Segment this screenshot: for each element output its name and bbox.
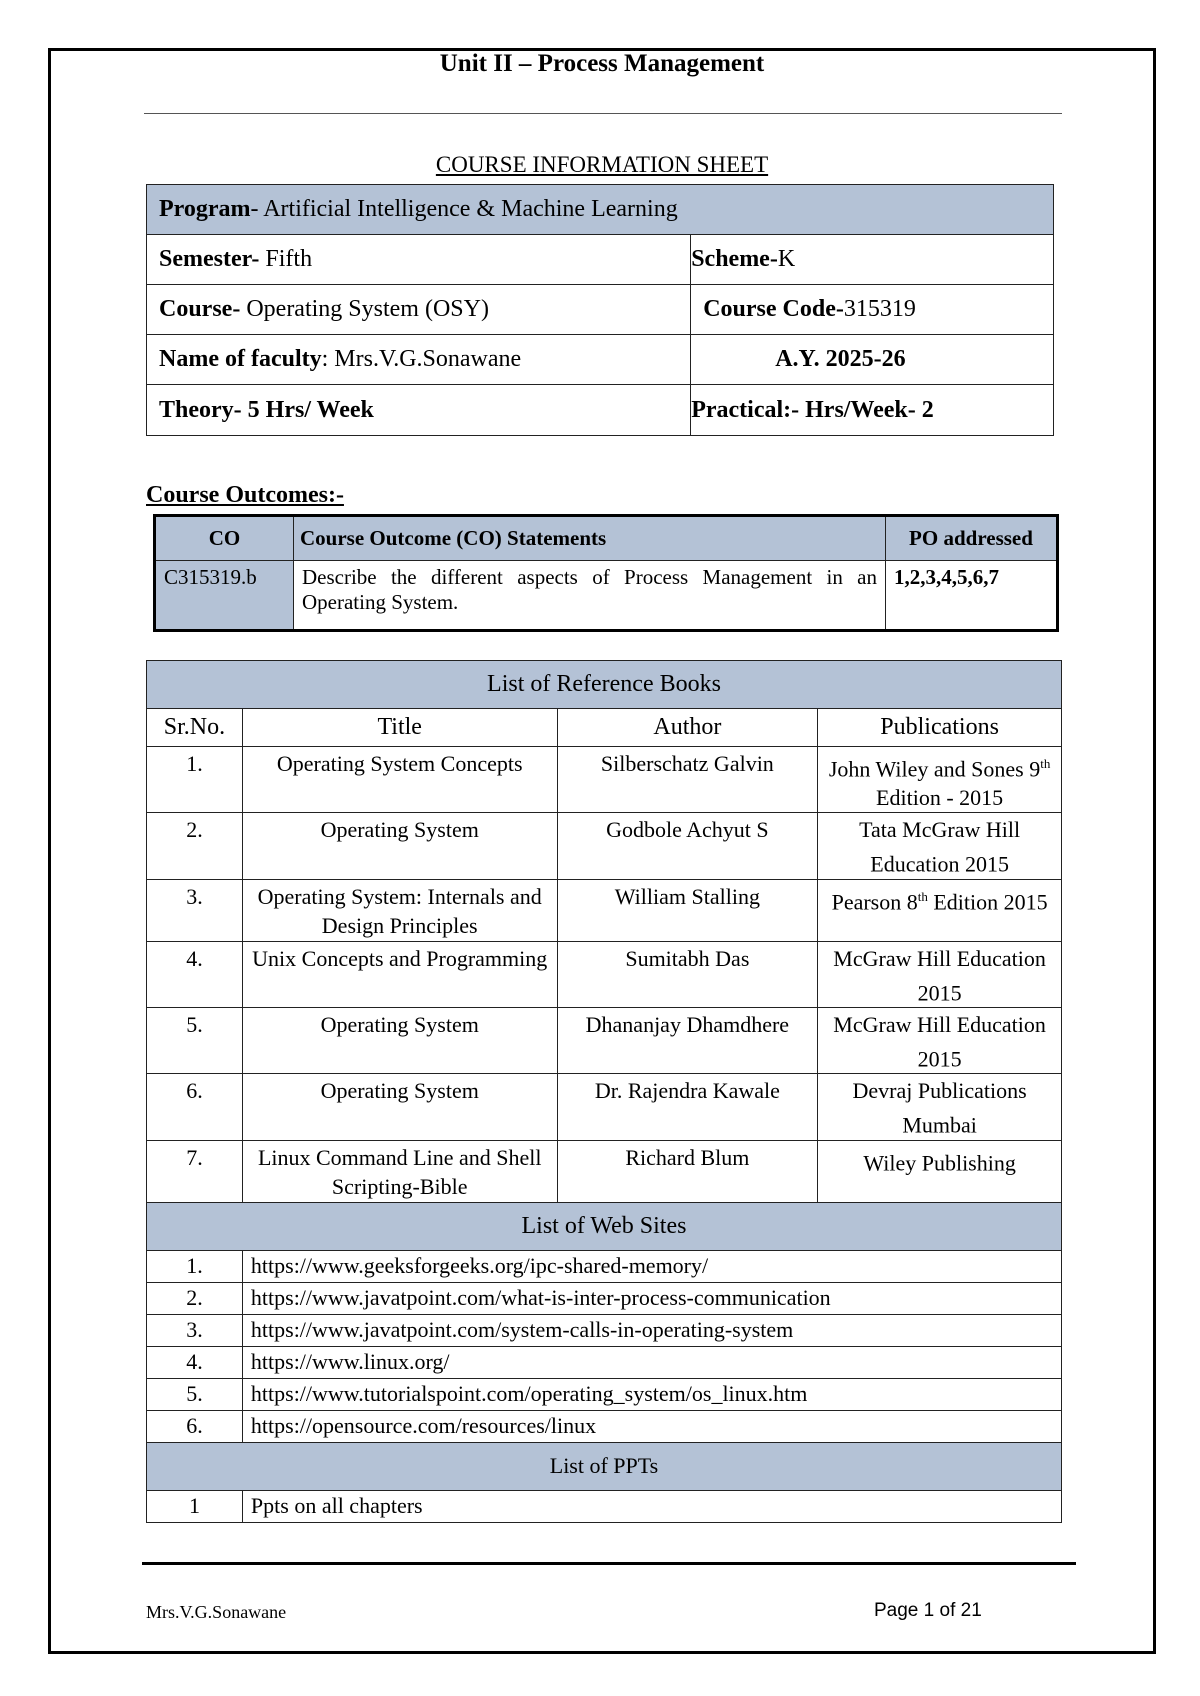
book-row [147,1074,1062,1140]
pub-text: Tata McGraw Hill Education 2015 [859,817,1021,877]
academic-year-cell [691,335,1054,385]
sr-no-header: Sr.No. [147,709,243,747]
co-statement: Describe the different aspects of Process Management in an Operating System. [294,561,886,631]
book-title: Operating System: Internals and Design Principles [242,879,557,941]
pub-text: McGraw Hill Education 2015 [833,945,1046,1005]
web-row [147,1282,1062,1314]
book-author: Sumitabh Das [557,941,818,1007]
book-title: Linux Command Line and Shell Scripting-Bible [242,1140,557,1202]
web-no: 3. [147,1314,243,1346]
pub-text: Wiley Publishing [863,1149,1016,1175]
theory-hours: Theory- 5 Hrs/ Week [159,396,374,423]
course-outcomes-heading: Course Outcomes:- [146,482,344,508]
book-no: 7. [147,1140,243,1202]
page-number: Page 1 of 21 [874,1600,982,1621]
book-publication [818,879,1062,941]
book-title: Unix Concepts and Programming [242,941,557,1007]
web-link[interactable]: https://www.geeksforgeeks.org/ipc-shared-memory/ [242,1250,1061,1282]
book-no: 1. [147,747,243,813]
pub-text-2: Edition 2015 [927,888,1048,914]
scheme-value: K [777,246,796,272]
book-publication [818,1074,1062,1140]
reference-books-heading: List of Reference Books [147,661,1062,709]
web-link[interactable]: https://www.tutorialspoint.com/operating_system/os_linux.htm [242,1378,1061,1410]
book-title: Operating System [242,1074,557,1140]
practical-cell [691,385,1054,436]
author-header: Author [557,709,818,747]
pub-text: John Wiley and Sones 9 [828,756,1041,782]
course-code-cell [691,285,1054,335]
web-row [147,1378,1062,1410]
web-no: 6. [147,1410,243,1442]
program-label: Program [159,196,251,222]
reference-books-heading-row [147,661,1062,709]
web-row [147,1410,1062,1442]
hours-row [147,385,1054,436]
book-author: Silberschatz Galvin [557,747,818,813]
co-row [155,561,1058,631]
practical-hours: Practical:- Hrs/Week- 2 [691,396,934,423]
book-author: William Stalling [557,879,818,941]
program-cell [147,185,1054,235]
course-label: Course- [159,296,241,322]
co-code: C315319.b [155,561,294,631]
pub-sup: th [1040,756,1051,771]
book-publication [818,747,1062,813]
web-sites-heading: List of Web Sites [147,1202,1062,1250]
ppt-no: 1 [147,1490,243,1522]
book-no: 4. [147,941,243,1007]
ppt-row [147,1490,1062,1522]
program-value: - Artificial Intelligence & Machine Learning [250,196,678,222]
faculty-label: Name of faculty [159,346,322,372]
web-row [147,1346,1062,1378]
ppt-text: Ppts on all chapters [242,1490,1061,1522]
book-publication [818,1007,1062,1073]
publications-header: Publications [818,709,1062,747]
book-row [147,879,1062,941]
title-header: Title [242,709,557,747]
book-title: Operating System [242,1007,557,1073]
co-col-header: CO [155,516,294,561]
book-title: Operating System Concepts [242,747,557,813]
pub-text-2: Edition - 2015 [876,785,1004,811]
semester-cell [147,235,691,285]
po-addressed: 1,2,3,4,5,6,7 [886,561,1058,631]
pub-text: McGraw Hill Education 2015 [833,1011,1046,1072]
references-table [146,660,1062,1523]
book-no: 2. [147,813,243,879]
web-link[interactable]: https://opensource.com/resources/linux [242,1410,1061,1442]
semester-label: Semester- [159,246,260,272]
scheme-cell [691,235,1054,285]
web-no: 5. [147,1378,243,1410]
program-row [147,185,1054,235]
book-author: Dr. Rajendra Kawale [557,1074,818,1140]
course-code-value: 315319 [843,296,916,322]
semester-row [147,235,1054,285]
course-row [147,285,1054,335]
book-row [147,941,1062,1007]
po-col-header: PO addressed [886,516,1058,561]
book-row [147,1007,1062,1073]
statement-col-header: Course Outcome (CO) Statements [294,516,886,561]
course-code-label: Course Code- [703,296,844,322]
semester-value: Fifth [259,246,313,272]
reference-books-header-row [147,709,1062,747]
book-author: Godbole Achyut S [557,813,818,879]
web-no: 4. [147,1346,243,1378]
web-link[interactable]: https://www.javatpoint.com/system-calls-in-operating-system [242,1314,1061,1346]
web-sites-heading-row [147,1202,1062,1250]
course-cell [147,285,691,335]
book-publication [818,941,1062,1007]
footer-rule [142,1562,1076,1565]
book-no: 6. [147,1074,243,1140]
book-row [147,813,1062,879]
book-row [147,747,1062,813]
book-row [147,1140,1062,1202]
web-row [147,1314,1062,1346]
co-header-row [155,516,1058,561]
theory-cell [147,385,691,436]
footer-author: Mrs.V.G.Sonawane [146,1602,287,1622]
book-no: 5. [147,1007,243,1073]
pub-text: Pearson 8 [831,888,918,914]
faculty-cell [147,335,691,385]
scheme-label: Scheme- [691,246,778,272]
ppts-heading: List of PPTs [147,1442,1062,1490]
faculty-value: : Mrs.V.G.Sonawane [321,346,522,372]
pub-text: Devraj Publications Mumbai [852,1078,1027,1138]
web-link[interactable]: https://www.linux.org/ [242,1346,1061,1378]
book-publication [818,1140,1062,1202]
web-row [147,1250,1062,1282]
book-author: Richard Blum [557,1140,818,1202]
web-link[interactable]: https://www.javatpoint.com/what-is-inter-process-communication [242,1282,1061,1314]
academic-year: A.Y. 2025-26 [775,346,906,372]
course-info-table [146,184,1054,436]
ppts-heading-row [147,1442,1062,1490]
web-no: 2. [147,1282,243,1314]
web-no: 1. [147,1250,243,1282]
book-title: Operating System [242,813,557,879]
header-rule [144,113,1062,114]
book-publication [818,813,1062,879]
page-title: Unit II – Process Management [439,50,765,77]
book-author: Dhananjay Dhamdhere [557,1007,818,1073]
book-no: 3. [147,879,243,941]
pub-sup: th [917,888,928,904]
course-value: Operating System (OSY) [240,296,489,322]
faculty-row [147,335,1054,385]
course-outcomes-table [153,514,1059,632]
sheet-title: COURSE INFORMATION SHEET [435,152,769,177]
